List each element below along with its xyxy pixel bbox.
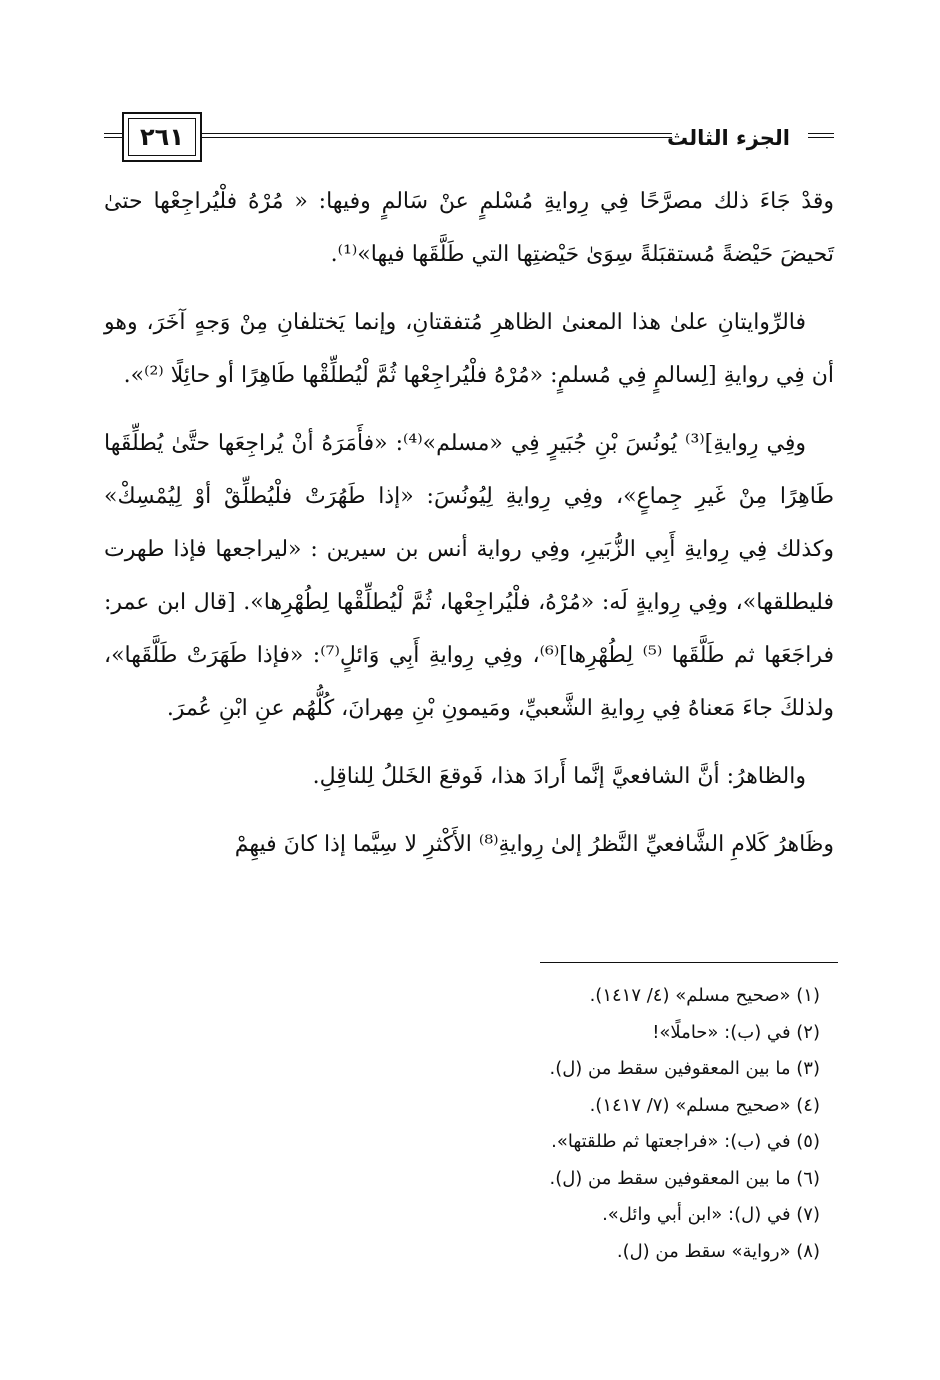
footnote-2: (٢) في (ب): «حاملًا»! [652,1021,820,1043]
page-number: ٢٦١ [128,118,196,156]
header-rule-right [808,133,834,138]
footnote-6: (٦) ما بين المعقوفين سقط من (ل). [549,1167,820,1189]
paragraph-5: وظَاهرُ كَلامِ الشَّافعيِّ النَّظرُ إلىٰ رِوايةِ⁽⁸⁾ الأَكْثرِ لا سِيَّما إذا كانَ فيهِمْ [234,832,834,857]
main-text [104,175,834,886]
page-number-box [122,112,202,162]
paragraph-3: وفِي رِوايةِ]⁽³⁾ يُونُسَ بْنِ جُبَيرٍ فِي «مسلم»⁽⁴⁾: «فأَمَرَهُ أنْ يُراجِعَها حتَّىٰ يُطلِّقَها طَاهِرًا مِنْ غَيرِ جِماعٍ»، وفِي رِوايةِ لِيُونُسَ: «إذا طَهُرَتْ فلْيُطلِّقْ أوْ لِيُمْسِكْ» وكذلك فِي رِوايةِ أَبِي الزُّبَيرِ، وفِي رواية أنس بن سيرين : «ليراجعها فإذا طهرت فليطلقها»، وفِي رِوايةٍ لَه: «مُرْهُ، فلْيُراجِعْها، ثُمَّ لْيُطلِّقْها لِطُهْرِها». [قال ابن عمر: فراجَعَها ثم طَلَّقَها ⁽⁵⁾ لِطُهْرِها]⁽⁶⁾، وفِي رِوايةِ أَبِي وَائلٍ⁽⁷⁾: «فإذا طَهَرَتْ طَلَّقَها»، ولذلكَ جاءَ مَعناهُ فِي رِوايةِ الشَّعبيِّ، ومَيمونِ بْنِ مِهرانَ، كُلُّهُم عنِ ابْنِ عُمرَ. [104,431,835,721]
running-header-title: الجزء الثالث [667,126,790,150]
header-rule-left [104,133,124,138]
footnote-8: (٨) «رواية» سقط من (ل). [616,1240,820,1262]
paragraph-4: والظاهرُ: أنَّ الشافعيَّ إنَّما أَرادَ هذا، فَوقعَ الخَللُ لِلناقِلِ. [312,764,806,789]
paragraph-2: فالرِّوايتانِ علىٰ هذا المعنىٰ الظاهرِ مُتفقتانِ، وإنما يَختلفانِ مِنْ وَجهٍ آخَرَ، وهو أن فِي روايةِ [لِسالمٍ فِي مُسلمٍ: «مُرْهُ فلْيُراجِعْها ثُمَّ لْيُطلِّقْها طَاهِرًا أو حائِلًا ⁽²⁾». [104,310,834,388]
footnote-3: (٣) ما بين المعقوفين سقط من (ل). [549,1058,820,1079]
footnotes [120,978,820,1270]
footnote-4: (٤) «صحيح مسلم» (٧/ ١٤١٧). [589,1094,820,1116]
footnote-1: (١) «صحيح مسلم» (٤/ ١٤١٧). [589,985,820,1006]
footnote-5: (٥) في (ب): «فراجعتها ثم طلقتها». [551,1131,820,1152]
header-rule-center [202,133,672,138]
paragraph-1: وقدْ جَاءَ ذلك مصرَّحًا فِي رِوايةِ مُسْلمٍ عنْ سَالمٍ وفيها: « مُرْهُ فلْيُراجِعْها حتىٰ تَحيضَ حَيْضةً مُستقبَلةً سِوَىٰ حَيْضتِها التي طَلَّقَها فيها»⁽¹⁾. [104,189,834,267]
footnote-7: (٧) في (ل): «ابن أبي وائل». [602,1204,820,1225]
footnote-separator [540,962,838,963]
